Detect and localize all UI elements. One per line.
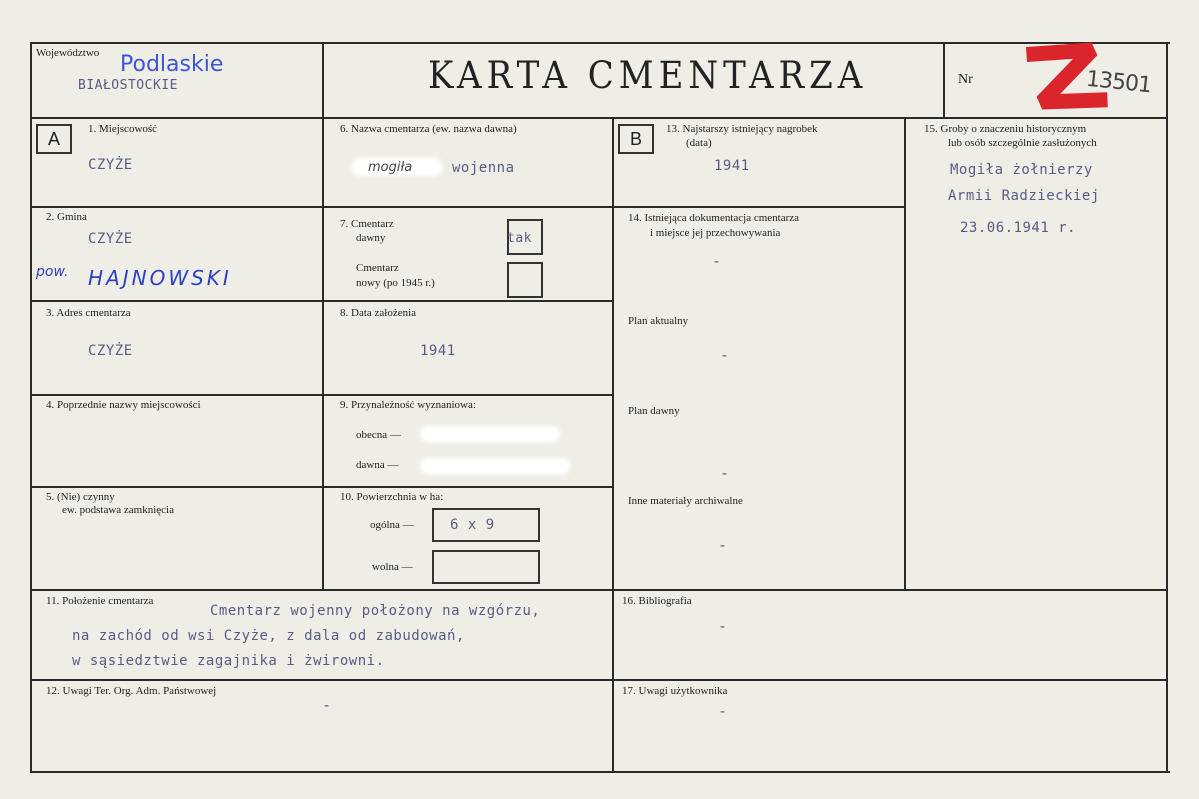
plan-dawny-value: -	[720, 464, 730, 482]
row-line-m2	[322, 300, 612, 302]
inne-materialy-label: Inne materiały archiwalne	[628, 495, 743, 507]
field-14-label-1: 14. Istniejąca dokumentacja cmentarza	[628, 212, 800, 224]
row-line-a4	[30, 486, 322, 488]
field-15-line-3: 23.06.1941 r.	[960, 220, 1077, 236]
header-divider-1	[322, 42, 324, 117]
field-3-value: CZYŻE	[88, 343, 133, 359]
field-1-label: 1. Miejscowość	[88, 123, 158, 135]
field-6-typed-value: wojenna	[452, 160, 515, 176]
field-11-line-3: w sąsiedztwie zagajnika i żwirowni.	[72, 653, 385, 669]
field-3-label: 3. Adres cmentarza	[46, 307, 131, 319]
field-2-value: CZYŻE	[88, 231, 133, 247]
field-10-ogolna-box	[432, 508, 540, 542]
field-11-line-1: Cmentarz wojenny położony na wzgórzu,	[210, 603, 541, 619]
field-13-value: 1941	[714, 158, 750, 174]
field-2-hand-value: HAJNOWSKI	[88, 266, 232, 290]
field-1-value: CZYŻE	[88, 157, 133, 173]
field-7-label-1: 7. Cmentarz	[340, 218, 394, 230]
section-b-box	[618, 124, 654, 154]
field-9-dawna-label: dawna —	[356, 459, 399, 471]
field-7-dawny-box	[507, 219, 543, 255]
section-b-letter: B	[629, 129, 642, 149]
field-6-label: 6. Nazwa cmentarza (ew. nazwa dawna)	[340, 123, 517, 135]
frame-right	[1166, 42, 1168, 773]
header-divider-2	[943, 42, 945, 117]
field-11-line-2: na zachód od wsi Czyże, z dala od zabudowań,	[72, 628, 465, 644]
field-5-label-2: ew. podstawa zamknięcia	[62, 504, 174, 516]
plan-aktualny-label: Plan aktualny	[628, 315, 689, 327]
field-15-line-1: Mogiła żołnierzy	[950, 162, 1093, 178]
field-15-label-2: lub osób szczególnie zasłużonych	[948, 137, 1097, 149]
field-8-value: 1941	[420, 343, 456, 359]
field-10-wolna-box	[432, 550, 540, 584]
frame-top	[30, 42, 1170, 44]
correction-patch-9a	[420, 426, 560, 442]
field-10-label: 10. Powierzchnia w ha:	[340, 491, 444, 503]
plan-aktualny-value: -	[720, 346, 730, 364]
field-13-label-2: (data)	[686, 137, 712, 149]
nr-label: Nr	[958, 72, 973, 87]
field-7-nowy-label-1: Cmentarz	[356, 262, 399, 274]
field-12-value: -	[322, 696, 332, 714]
field-7-nowy-label-2: nowy (po 1945 r.)	[356, 277, 435, 289]
field-6-hand-value: mogiła	[368, 160, 413, 175]
field-7-label-2: dawny	[356, 232, 386, 244]
wojewodztwo-label: Województwo	[36, 47, 100, 59]
row-line-a3	[30, 394, 322, 396]
frame-bottom	[30, 771, 1170, 773]
col-line-1	[322, 117, 324, 589]
wojewodztwo-typed: BIAŁOSTOCKIE	[78, 78, 178, 93]
field-11-label: 11. Położenie cmentarza	[46, 595, 154, 607]
field-17-value: -	[718, 702, 728, 720]
inne-materialy-value: -	[718, 536, 728, 554]
col-line-3	[904, 117, 906, 589]
field-5-label-1: 5. (Nie) czynny	[46, 491, 115, 503]
field-2-label: 2. Gmina	[46, 211, 87, 223]
section-a-letter: A	[47, 129, 60, 149]
field-15-line-2: Armii Radzieckiej	[948, 188, 1100, 204]
field-10-ogolna-label: ogólna —	[370, 519, 414, 531]
field-13-label-1: 13. Najstarszy istniejący nagrobek	[666, 123, 818, 135]
row-line-m3	[322, 394, 612, 396]
card-title: KARTA CMENTARZA	[428, 54, 868, 98]
field-16-value: -	[718, 617, 728, 635]
field-2-hand-prefix: pow.	[36, 264, 69, 280]
frame-left	[30, 42, 32, 773]
row-line-a1	[30, 206, 322, 208]
row-line-b1	[612, 206, 904, 208]
field-8-label: 8. Data założenia	[340, 307, 417, 319]
field-7-dawny-value: tak	[507, 231, 532, 246]
row-line-11	[30, 589, 1168, 591]
correction-patch-9b	[420, 458, 570, 474]
field-16-label: 16. Bibliografia	[622, 595, 692, 607]
row-line-a2	[30, 300, 322, 302]
row-line-m4	[322, 486, 612, 488]
field-7-nowy-box	[507, 262, 543, 298]
field-10-wolna-label: wolna —	[372, 561, 413, 573]
plan-dawny-label: Plan dawny	[628, 405, 680, 417]
row-line-12	[30, 679, 1168, 681]
row-line-m1	[322, 206, 612, 208]
field-12-label: 12. Uwagi Ter. Org. Adm. Państwowej	[46, 685, 217, 697]
field-10-ogolna-value: 6 x 9	[450, 517, 495, 533]
nr-number: 13501	[1084, 66, 1153, 99]
header-bottom-line	[30, 117, 1168, 119]
field-14-value: -	[712, 252, 722, 270]
field-9-label: 9. Przynależność wyznaniowa:	[340, 399, 476, 411]
field-14-label-2: i miejsce jej przechowywania	[650, 227, 781, 239]
col-line-2	[612, 117, 614, 773]
wojewodztwo-stamp: Podlaskie	[120, 52, 224, 77]
field-17-label: 17. Uwagi użytkownika	[622, 685, 728, 697]
field-15-label-1: 15. Groby o znaczeniu historycznym	[924, 123, 1087, 135]
section-a-box	[36, 124, 72, 154]
field-4-label: 4. Poprzednie nazwy miejscowości	[46, 399, 201, 411]
field-9-obecna-label: obecna —	[356, 429, 401, 441]
